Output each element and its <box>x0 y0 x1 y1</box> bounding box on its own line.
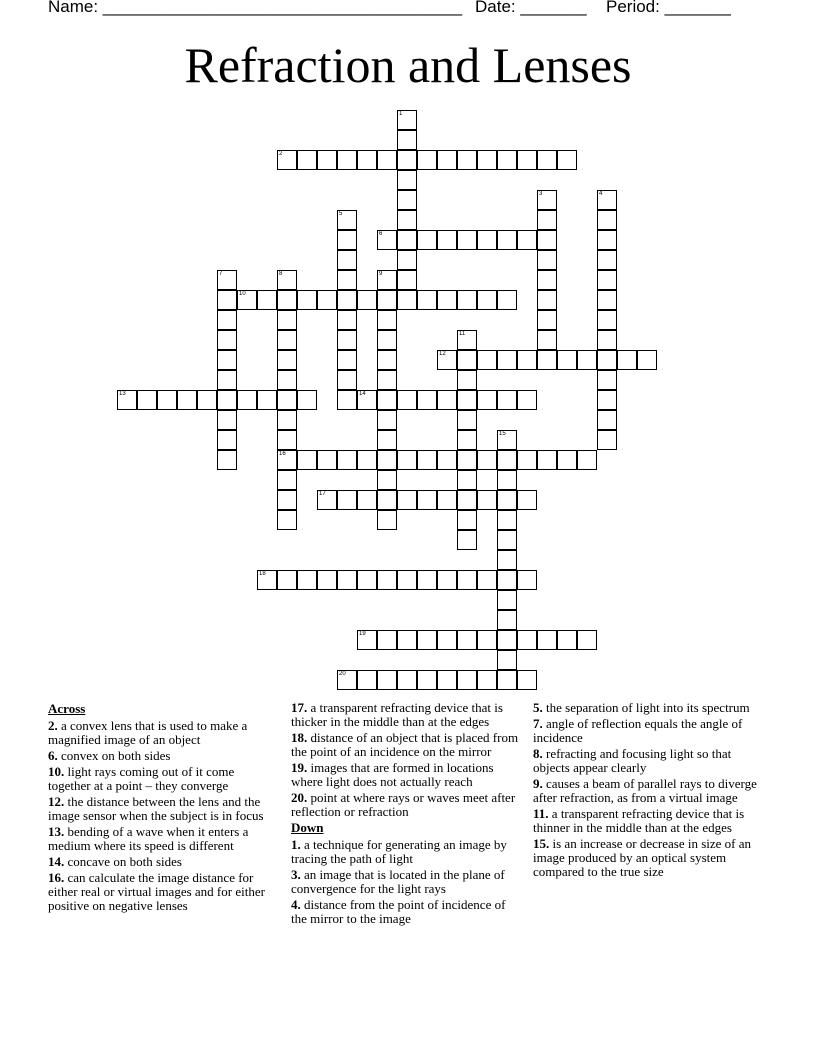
grid-cell[interactable] <box>537 230 557 250</box>
grid-cell[interactable] <box>337 390 357 410</box>
clue-text: is an increase or decrease in size of an image produced by an optical system compared to the true size <box>533 836 752 879</box>
grid-cell[interactable] <box>557 450 577 470</box>
grid-cell[interactable] <box>477 450 497 470</box>
grid-cell[interactable] <box>217 350 237 370</box>
grid-cell[interactable] <box>497 510 517 530</box>
grid-cell[interactable] <box>597 390 617 410</box>
clue-number-label: 7. <box>533 716 543 731</box>
grid-cell[interactable] <box>217 450 237 470</box>
grid-cell[interactable] <box>537 630 557 650</box>
clue-number-label: 5. <box>533 700 543 715</box>
grid-cell[interactable] <box>277 290 297 310</box>
grid-cell[interactable] <box>217 290 237 310</box>
grid-cell[interactable] <box>217 270 237 290</box>
grid-cell[interactable] <box>517 450 537 470</box>
clue-number: 8 <box>279 271 283 277</box>
grid-cell[interactable] <box>497 150 517 170</box>
clue-number-label: 16. <box>48 870 65 885</box>
grid-cell[interactable] <box>417 390 437 410</box>
grid-cell[interactable] <box>457 470 477 490</box>
grid-cell[interactable] <box>337 310 357 330</box>
grid-cell[interactable] <box>377 390 397 410</box>
grid-cell[interactable] <box>417 290 437 310</box>
grid-cell[interactable] <box>597 230 617 250</box>
grid-cell[interactable] <box>277 570 297 590</box>
grid-cell[interactable] <box>377 310 397 330</box>
clue-text: a technique for generating an image by tracing the path of light <box>291 837 507 866</box>
clue-item <box>48 795 280 823</box>
grid-cell[interactable] <box>477 670 497 690</box>
grid-cell[interactable] <box>397 670 417 690</box>
grid-cell[interactable] <box>377 470 397 490</box>
grid-cell[interactable] <box>497 530 517 550</box>
grid-cell[interactable] <box>477 290 497 310</box>
clue-number-label: 13. <box>48 824 65 839</box>
grid-cell[interactable] <box>277 470 297 490</box>
across-heading: Across <box>48 701 86 716</box>
clue-number: 12 <box>439 351 446 357</box>
grid-cell[interactable] <box>417 450 437 470</box>
grid-cell[interactable] <box>357 670 377 690</box>
grid-cell[interactable] <box>377 630 397 650</box>
grid-cell[interactable] <box>117 390 137 410</box>
grid-cell[interactable] <box>457 410 477 430</box>
grid-cell[interactable] <box>277 350 297 370</box>
grid-cell[interactable] <box>517 230 537 250</box>
grid-cell[interactable] <box>597 350 617 370</box>
grid-cell[interactable] <box>357 390 377 410</box>
down-heading: Down <box>291 820 324 835</box>
clue-item <box>48 719 280 747</box>
clue-number: 20 <box>339 671 346 677</box>
grid-cell[interactable] <box>357 150 377 170</box>
clue-number-label: 4. <box>291 897 301 912</box>
grid-cell[interactable] <box>377 570 397 590</box>
clue-number: 4 <box>599 191 603 197</box>
grid-cell[interactable] <box>417 570 437 590</box>
grid-cell[interactable] <box>437 490 457 510</box>
grid-cell[interactable] <box>457 570 477 590</box>
clue-item <box>48 871 280 913</box>
grid-cell[interactable] <box>337 490 357 510</box>
grid-cell[interactable] <box>397 570 417 590</box>
grid-cell[interactable] <box>217 430 237 450</box>
grid-cell[interactable] <box>497 470 517 490</box>
grid-cell[interactable] <box>277 270 297 290</box>
grid-cell[interactable] <box>277 510 297 530</box>
grid-cell[interactable] <box>377 330 397 350</box>
grid-cell[interactable] <box>317 570 337 590</box>
grid-cell[interactable] <box>217 310 237 330</box>
grid-cell[interactable] <box>637 350 657 370</box>
grid-cell[interactable] <box>437 350 457 370</box>
grid-cell[interactable] <box>417 670 437 690</box>
grid-cell[interactable] <box>397 110 417 130</box>
grid-cell[interactable] <box>437 570 457 590</box>
grid-cell[interactable] <box>257 570 277 590</box>
grid-cell[interactable] <box>377 510 397 530</box>
clue-number: 13 <box>119 391 126 397</box>
grid-cell[interactable] <box>437 630 457 650</box>
grid-cell[interactable] <box>557 630 577 650</box>
grid-cell[interactable] <box>517 570 537 590</box>
clue-number: 19 <box>359 631 366 637</box>
grid-cell[interactable] <box>417 490 437 510</box>
clue-number: 17 <box>319 491 326 497</box>
grid-cell[interactable] <box>137 390 157 410</box>
clue-item <box>533 777 765 805</box>
grid-cell[interactable] <box>377 270 397 290</box>
grid-cell[interactable] <box>497 590 517 610</box>
clue-number-label: 12. <box>48 794 65 809</box>
grid-cell[interactable] <box>457 150 477 170</box>
grid-cell[interactable] <box>457 350 477 370</box>
clue-text: a transparent refracting device that is thinner in the middle than at the edges <box>533 806 745 835</box>
grid-cell[interactable] <box>397 450 417 470</box>
clues-column-2 <box>291 701 523 928</box>
clue-text: a transparent refracting device that is thicker in the middle than at the edges <box>291 700 503 729</box>
grid-cell[interactable] <box>417 630 437 650</box>
clue-text: images that are formed in locations where light does not actually reach <box>291 760 494 789</box>
clue-number-label: 8. <box>533 746 543 761</box>
grid-cell[interactable] <box>157 390 177 410</box>
clue-item <box>48 825 280 853</box>
grid-cell[interactable] <box>497 390 517 410</box>
clue-number: 1 <box>399 111 403 117</box>
grid-cell[interactable] <box>557 350 577 370</box>
clue-number: 16 <box>279 451 286 457</box>
clue-item <box>291 761 523 789</box>
grid-cell[interactable] <box>457 290 477 310</box>
grid-cell[interactable] <box>337 330 357 350</box>
grid-cell[interactable] <box>397 150 417 170</box>
grid-cell[interactable] <box>397 250 417 270</box>
grid-cell[interactable] <box>537 270 557 290</box>
grid-cell[interactable] <box>597 190 617 210</box>
clue-item <box>291 791 523 819</box>
grid-cell[interactable] <box>377 670 397 690</box>
grid-cell[interactable] <box>457 390 477 410</box>
grid-cell[interactable] <box>257 290 277 310</box>
clue-number-label: 10. <box>48 764 65 779</box>
grid-cell[interactable] <box>517 350 537 370</box>
clue-item <box>291 868 523 896</box>
grid-cell[interactable] <box>457 230 477 250</box>
grid-cell[interactable] <box>477 390 497 410</box>
clue-text: distance from the point of incidence of the mirror to the image <box>291 897 506 926</box>
clue-text: the separation of light into its spectrum <box>542 700 750 715</box>
grid-cell[interactable] <box>297 450 317 470</box>
page-title: Refraction and Lenses <box>184 37 632 93</box>
grid-cell[interactable] <box>457 670 477 690</box>
grid-cell[interactable] <box>297 150 317 170</box>
grid-cell[interactable] <box>317 450 337 470</box>
clue-number-label: 15. <box>533 836 550 851</box>
clue-number-label: 9. <box>533 776 543 791</box>
clue-number: 7 <box>219 271 223 277</box>
clue-text: can calculate the image distance for either real or virtual images and for either positive on negative lenses <box>48 870 265 913</box>
grid-cell[interactable] <box>477 490 497 510</box>
grid-cell[interactable] <box>197 390 217 410</box>
grid-cell[interactable] <box>557 150 577 170</box>
grid-cell[interactable] <box>497 570 517 590</box>
clue-number-label: 11. <box>533 806 549 821</box>
grid-cell[interactable] <box>497 290 517 310</box>
grid-cell[interactable] <box>397 270 417 290</box>
grid-cell[interactable] <box>597 290 617 310</box>
grid-cell[interactable] <box>297 290 317 310</box>
grid-cell[interactable] <box>237 290 257 310</box>
grid-cell[interactable] <box>217 390 237 410</box>
clue-item <box>48 855 280 869</box>
clue-number: 2 <box>279 151 283 157</box>
grid-cell[interactable] <box>217 370 237 390</box>
grid-cell[interactable] <box>397 490 417 510</box>
grid-cell[interactable] <box>377 410 397 430</box>
grid-cell[interactable] <box>277 150 297 170</box>
grid-cell[interactable] <box>417 150 437 170</box>
clue-number-label: 17. <box>291 700 308 715</box>
grid-cell[interactable] <box>537 210 557 230</box>
grid-cell[interactable] <box>477 350 497 370</box>
grid-cell[interactable] <box>297 390 317 410</box>
grid-cell[interactable] <box>177 390 197 410</box>
grid-cell[interactable] <box>517 630 537 650</box>
grid-cell[interactable] <box>597 410 617 430</box>
clue-number: 10 <box>239 291 246 297</box>
grid-cell[interactable] <box>357 570 377 590</box>
grid-cell[interactable] <box>417 230 437 250</box>
grid-cell[interactable] <box>437 230 457 250</box>
grid-cell[interactable] <box>397 230 417 250</box>
grid-cell[interactable] <box>497 430 517 450</box>
clue-item <box>291 731 523 759</box>
clue-text: concave on both sides <box>64 854 182 869</box>
grid-cell[interactable] <box>397 190 417 210</box>
grid-cell[interactable] <box>377 290 397 310</box>
grid-cell[interactable] <box>377 370 397 390</box>
clue-number: 6 <box>379 231 383 237</box>
grid-cell[interactable] <box>537 290 557 310</box>
clue-number: 5 <box>339 211 343 217</box>
grid-cell[interactable] <box>377 230 397 250</box>
clue-number-label: 6. <box>48 748 58 763</box>
clue-number: 18 <box>259 571 266 577</box>
clue-text: distance of an object that is placed from the point of an incidence on the mirror <box>291 730 519 759</box>
grid-cell[interactable] <box>337 270 357 290</box>
grid-cell[interactable] <box>457 510 477 530</box>
grid-cell[interactable] <box>597 310 617 330</box>
grid-cell[interactable] <box>277 410 297 430</box>
grid-cell[interactable] <box>317 290 337 310</box>
clue-item <box>291 898 523 926</box>
clue-text: refracting and focusing light so that objects appear clearly <box>533 746 732 775</box>
clue-item <box>291 701 523 729</box>
grid-cell[interactable] <box>217 410 237 430</box>
clue-number-label: 18. <box>291 730 308 745</box>
grid-cell[interactable] <box>437 290 457 310</box>
clue-item <box>533 837 765 879</box>
grid-cell[interactable] <box>397 130 417 150</box>
grid-cell[interactable] <box>477 150 497 170</box>
clue-text: a convex lens that is used to make a magnified image of an object <box>48 718 248 747</box>
grid-cell[interactable] <box>537 330 557 350</box>
clue-item <box>48 765 280 793</box>
name-field[interactable]: Name: ______________________________________ <box>48 0 463 16</box>
clue-number-label: 19. <box>291 760 308 775</box>
clue-number: 11 <box>459 331 466 337</box>
grid-cell[interactable] <box>597 330 617 350</box>
grid-cell[interactable] <box>497 630 517 650</box>
clue-number-label: 14. <box>48 854 65 869</box>
grid-cell[interactable] <box>217 330 237 350</box>
grid-cell[interactable] <box>237 390 257 410</box>
grid-cell[interactable] <box>477 570 497 590</box>
grid-cell[interactable] <box>517 490 537 510</box>
grid-cell[interactable] <box>497 670 517 690</box>
grid-cell[interactable] <box>437 390 457 410</box>
grid-cell[interactable] <box>577 630 597 650</box>
clue-number: 3 <box>539 191 543 197</box>
grid-cell[interactable] <box>497 650 517 670</box>
grid-cell[interactable] <box>457 370 477 390</box>
grid-cell[interactable] <box>397 390 417 410</box>
clue-number: 9 <box>379 271 383 277</box>
grid-cell[interactable] <box>357 490 377 510</box>
grid-cell[interactable] <box>357 290 377 310</box>
clue-number-label: 20. <box>291 790 308 805</box>
grid-cell[interactable] <box>357 450 377 470</box>
grid-cell[interactable] <box>457 430 477 450</box>
grid-cell[interactable] <box>337 370 357 390</box>
clue-text: point at where rays or waves meet after reflection or refraction <box>291 790 516 819</box>
grid-cell[interactable] <box>337 210 357 230</box>
grid-cell[interactable] <box>477 630 497 650</box>
clue-text: an image that is located in the plane of convergence for the light rays <box>291 867 505 896</box>
grid-cell[interactable] <box>577 350 597 370</box>
clue-item <box>533 747 765 775</box>
grid-cell[interactable] <box>497 550 517 570</box>
clues-column-1 <box>48 701 280 915</box>
clue-number: 15 <box>499 431 506 437</box>
clue-item <box>533 717 765 745</box>
grid-cell[interactable] <box>337 230 357 250</box>
period-field[interactable]: Period: _______ <box>606 0 731 16</box>
clue-item <box>291 838 523 866</box>
clue-text: bending of a wave when it enters a medium where its speed is different <box>48 824 249 853</box>
clue-number: 14 <box>359 391 366 397</box>
grid-cell[interactable] <box>377 150 397 170</box>
grid-cell[interactable] <box>277 330 297 350</box>
grid-cell[interactable] <box>397 210 417 230</box>
grid-cell[interactable] <box>537 310 557 330</box>
clues-column-3 <box>533 701 765 881</box>
grid-cell[interactable] <box>317 490 337 510</box>
clue-text: light rays coming out of it come together at a point – they converge <box>48 764 235 793</box>
grid-cell[interactable] <box>277 490 297 510</box>
grid-cell[interactable] <box>397 170 417 190</box>
date-field[interactable]: Date: _______ <box>475 0 587 16</box>
grid-cell[interactable] <box>537 150 557 170</box>
grid-cell[interactable] <box>437 670 457 690</box>
grid-cell[interactable] <box>597 430 617 450</box>
grid-cell[interactable] <box>597 370 617 390</box>
clue-text: angle of reflection equals the angle of incidence <box>533 716 743 745</box>
clue-number-label: 3. <box>291 867 301 882</box>
grid-cell[interactable] <box>517 150 537 170</box>
grid-cell[interactable] <box>337 450 357 470</box>
grid-cell[interactable] <box>337 290 357 310</box>
grid-cell[interactable] <box>457 530 477 550</box>
grid-cell[interactable] <box>537 450 557 470</box>
grid-cell[interactable] <box>317 150 337 170</box>
grid-cell[interactable] <box>597 210 617 230</box>
grid-cell[interactable] <box>537 190 557 210</box>
grid-cell[interactable] <box>397 630 417 650</box>
grid-cell[interactable] <box>537 250 557 270</box>
grid-cell[interactable] <box>277 430 297 450</box>
grid-cell[interactable] <box>457 330 477 350</box>
grid-cell[interactable] <box>377 490 397 510</box>
grid-cell[interactable] <box>497 450 517 470</box>
clue-text: causes a beam of parallel rays to diverge after refraction, as from a virtual image <box>533 776 757 805</box>
grid-cell[interactable] <box>377 450 397 470</box>
grid-cell[interactable] <box>337 570 357 590</box>
grid-cell[interactable] <box>457 450 477 470</box>
grid-cell[interactable] <box>337 250 357 270</box>
grid-cell[interactable] <box>517 670 537 690</box>
grid-cell[interactable] <box>497 490 517 510</box>
clue-item <box>533 807 765 835</box>
clue-text: the distance between the lens and the image sensor when the subject is in focus <box>48 794 264 823</box>
grid-cell[interactable] <box>377 350 397 370</box>
grid-cell[interactable] <box>277 390 297 410</box>
clue-item <box>48 749 280 763</box>
grid-cell[interactable] <box>337 670 357 690</box>
grid-cell[interactable] <box>337 350 357 370</box>
grid-cell[interactable] <box>277 450 297 470</box>
grid-cell[interactable] <box>617 350 637 370</box>
grid-cell[interactable] <box>337 150 357 170</box>
grid-cell[interactable] <box>497 230 517 250</box>
clue-number-label: 2. <box>48 718 58 733</box>
grid-cell[interactable] <box>457 490 477 510</box>
clue-item <box>533 701 765 715</box>
grid-cell[interactable] <box>457 630 477 650</box>
grid-cell[interactable] <box>577 450 597 470</box>
grid-cell[interactable] <box>277 310 297 330</box>
clue-number-label: 1. <box>291 837 301 852</box>
grid-cell[interactable] <box>477 230 497 250</box>
grid-cell[interactable] <box>377 430 397 450</box>
clue-text: convex on both sides <box>57 748 171 763</box>
grid-cell[interactable] <box>497 610 517 630</box>
grid-cell[interactable] <box>597 270 617 290</box>
grid-cell[interactable] <box>297 570 317 590</box>
grid-cell[interactable] <box>357 630 377 650</box>
grid-cell[interactable] <box>437 150 457 170</box>
grid-cell[interactable] <box>397 290 417 310</box>
grid-cell[interactable] <box>517 390 537 410</box>
grid-cell[interactable] <box>277 370 297 390</box>
grid-cell[interactable] <box>257 390 277 410</box>
grid-cell[interactable] <box>437 450 457 470</box>
grid-cell[interactable] <box>497 350 517 370</box>
grid-cell[interactable] <box>597 250 617 270</box>
grid-cell[interactable] <box>537 350 557 370</box>
